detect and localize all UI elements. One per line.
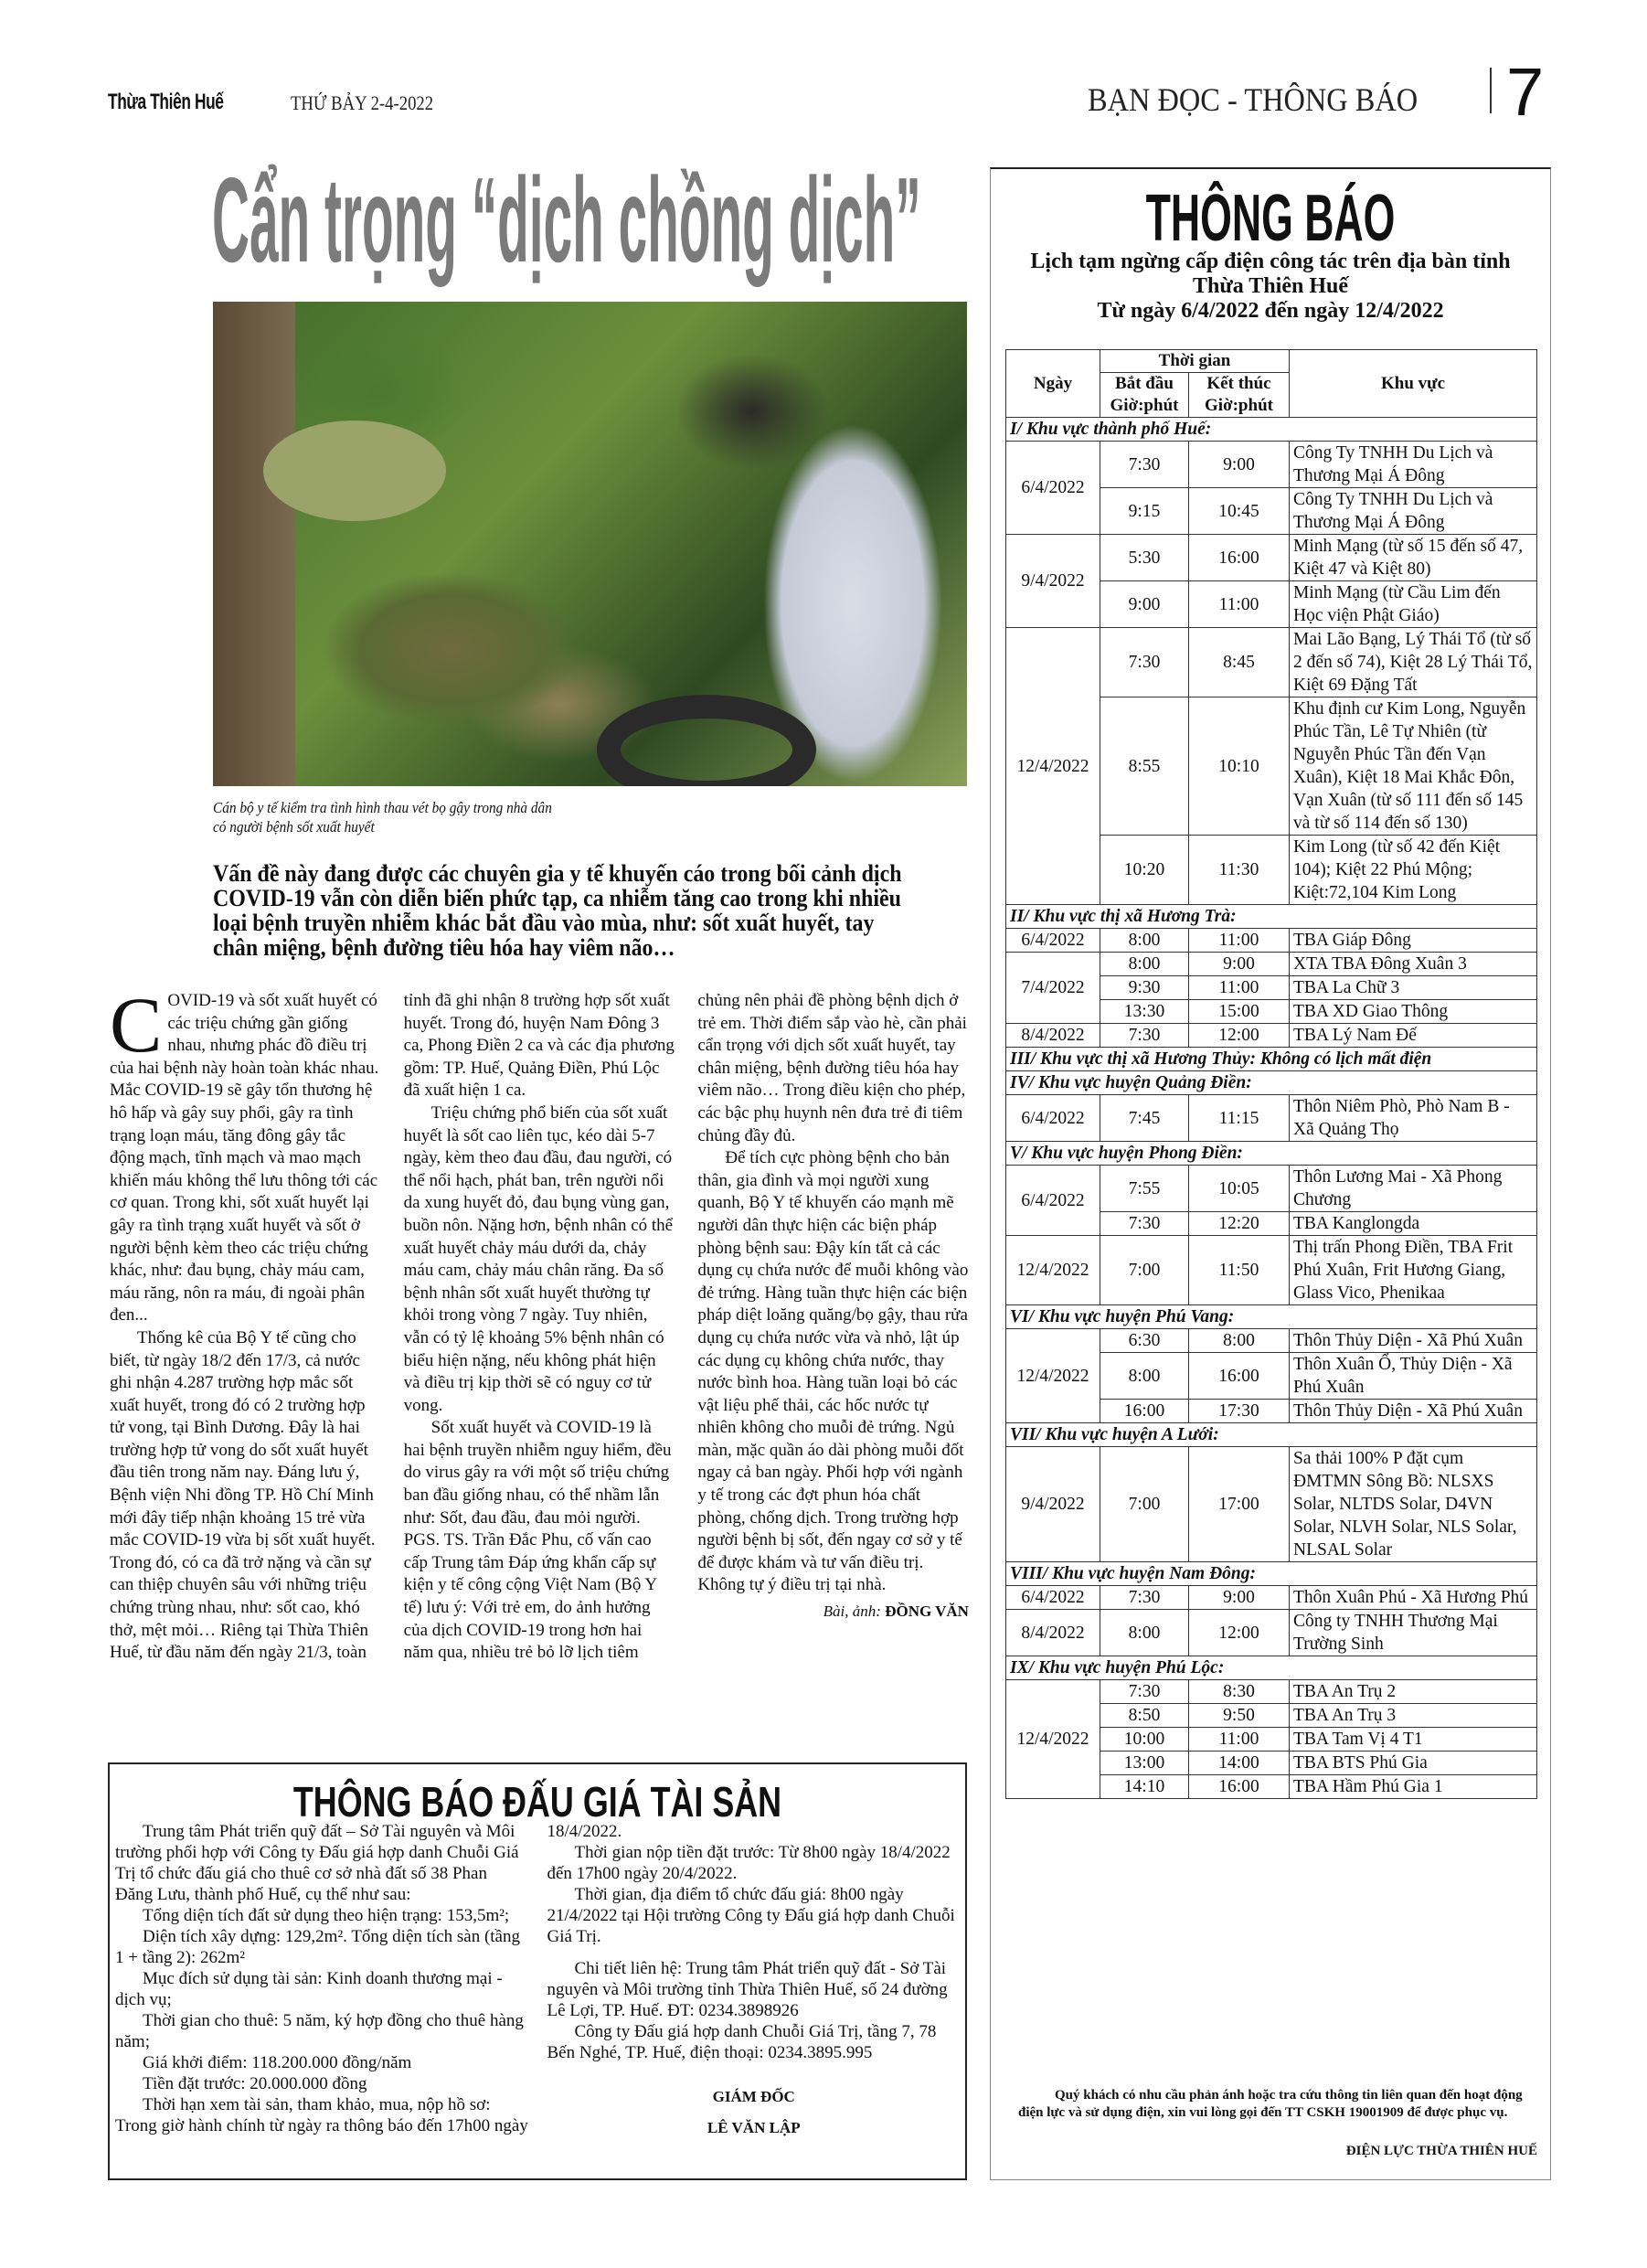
start-time-cell: 7:00 — [1100, 1447, 1189, 1562]
article-body — [110, 981, 969, 1749]
signer-title: GIÁM ĐỐC — [712, 2088, 795, 2105]
table-row — [1006, 535, 1537, 581]
table-row — [1006, 1236, 1537, 1305]
area-cell: Thôn Xuân Phú - Xã Hương Phú — [1290, 1586, 1537, 1610]
auction-paragraph: Công ty Đấu giá hợp danh Chuỗi Giá Trị, tầng 7, 78 Bến Nghé, TP. Huế, điện thoại: 0234.3895.995 — [547, 2022, 937, 2062]
start-time-cell: 14:10 — [1100, 1775, 1189, 1799]
auction-signature — [547, 2082, 962, 2144]
area-cell: Thôn Thủy Diện - Xã Phú Xuân — [1290, 1329, 1537, 1353]
start-time-cell: 8:00 — [1100, 1610, 1189, 1656]
auction-paragraph: Trung tâm Phát triển quỹ đất – Sở Tài nguyên và Môi trường phối hợp với Công ty Đấu giá hợp danh Chuỗi Giá Trị tổ chức đấu giá cho thuê cơ sở nhà đất số 38 Phan Đăng Lưu, thành phố Huế, cụ thể như sau: — [115, 1822, 519, 1904]
section-title: VI/ Khu vực huyện Phú Vang: — [1006, 1305, 1537, 1329]
end-time-cell: 17:00 — [1189, 1447, 1290, 1562]
article-headline: Cẩn trọng “dịch chồng dịch” — [212, 153, 921, 287]
area-cell: TBA XD Giao Thông — [1290, 1000, 1537, 1024]
table-row — [1006, 1095, 1537, 1142]
table-row — [1006, 628, 1537, 697]
photo-tire — [597, 695, 816, 786]
subtitle-line: Từ ngày 6/4/2022 đến ngày 12/4/2022 — [1097, 299, 1444, 323]
section-title: IV/ Khu vực huyện Quảng Điền: — [1006, 1071, 1537, 1095]
end-time-cell: 11:00 — [1189, 929, 1290, 953]
auction-paragraph: Tổng diện tích đất sử dụng theo hiện trạng: 153,5m²; — [143, 1906, 510, 1925]
end-time-cell: 12:00 — [1189, 1610, 1290, 1656]
article-paragraph: Triệu chứng phổ biến của sốt xuất huyết là sốt cao liên tục, kéo dài 5-7 ngày, kèm theo đau đầu, đau người, có thể nổi hạch, phát ban, trên người nổi da xung huyết đỏ, đau bụng vùng gan, buồn nôn. Nặng hơn, bệnh nhân có thể xuất huyết chảy máu dưới da, chảy máu cam, chảy máu chân răng. Đa số bệnh nhân sốt xuất huyết thường tự khỏi trong vòng 7 ngày. Tuy nhiên, vẫn có tỷ lệ khoảng 5% bệnh nhân có biểu hiện nặng, nếu không phát hiện và điều trị kịp thời sẽ có nguy cơ tử vong. — [403, 1102, 674, 1415]
section-title: VII/ Khu vực huyện A Lưới: — [1006, 1423, 1537, 1447]
start-time-cell: 7:00 — [1100, 1236, 1189, 1305]
end-time-cell: 11:50 — [1189, 1236, 1290, 1305]
end-time-cell: 16:00 — [1189, 1353, 1290, 1400]
section-row — [1006, 1048, 1537, 1071]
section-row — [1006, 1423, 1537, 1447]
section-row — [1006, 1071, 1537, 1095]
area-cell: Thôn Lương Mai - Xã Phong Chương — [1290, 1166, 1537, 1212]
date-cell: 6/4/2022 — [1006, 1095, 1100, 1142]
start-time-cell: 9:30 — [1100, 976, 1189, 1000]
start-time-cell: 7:30 — [1100, 1680, 1189, 1704]
column-header-time: Thời gian — [1100, 350, 1290, 373]
table-row — [1006, 1166, 1537, 1212]
area-cell: Sa thải 100% P đặt cụm ĐMTMN Sông Bồ: NLSXS Solar, NLTDS Solar, D4VN Solar, NLVH Solar, NLS Solar, NLSAL Solar — [1290, 1447, 1537, 1562]
section-title: II/ Khu vực thị xã Hương Trà: — [1006, 905, 1537, 929]
auction-paragraph: Thời gian cho thuê: 5 năm, ký hợp đồng cho thuê hàng năm; — [115, 2011, 524, 2051]
start-time-cell: 8:00 — [1100, 929, 1189, 953]
end-time-cell: 12:20 — [1189, 1212, 1290, 1236]
article-paragraph — [110, 981, 381, 1327]
paragraph-text: OVID-19 và sốt xuất huyết có các triệu chứng gần giống nhau, nhưng phác đồ điều trị của hai bệnh này hoàn toàn khác nhau. Mắc COVID-19 sẽ gây tổn thương hệ hô hấp và gây suy phổi, gây ra tình trạng loạn máu, tăng đông gây tắc động mạch, tĩnh mạch và mao mạch khiến máu không thể lưu thông tới các cơ quan. Trong khi, sốt xuất huyết lại gây ra tình trạng xuất huyết và sốt ở người bệnh kèm theo các triệu chứng khác, như: đau bụng, chảy máu cam, máu răng, nôn ra máu, đi ngoài phân đen... — [110, 991, 379, 1326]
column-header-end: Kết thúc Giờ:phút — [1189, 373, 1290, 418]
area-cell: TBA Lý Nam Đế — [1290, 1024, 1537, 1048]
section-title: III/ Khu vực thị xã Hương Thủy: Không có lịch mất điện — [1006, 1048, 1537, 1071]
notice-signature: ĐIỆN LỰC THỪA THIÊN HUẾ — [1345, 2144, 1537, 2158]
area-cell: TBA BTS Phú Gia — [1290, 1752, 1537, 1775]
date-cell: 9/4/2022 — [1006, 1447, 1100, 1562]
start-time-cell: 8:50 — [1100, 1704, 1189, 1728]
auction-paragraph: Chi tiết liên hệ: Trung tâm Phát triển quỹ đất - Sở Tài nguyên và Môi trường tỉnh Thừa Thiên Huế, số 24 đường Lê Lợi, TP. Huế. ĐT: 0234.3898926 — [547, 1959, 948, 2020]
table-row — [1006, 929, 1537, 953]
area-cell: Thôn Xuân Ổ, Thủy Diện - Xã Phú Xuân — [1290, 1353, 1537, 1400]
table-row — [1006, 1586, 1537, 1610]
area-cell: TBA Giáp Đông — [1290, 929, 1537, 953]
start-time-cell: 5:30 — [1100, 535, 1189, 581]
area-cell: Thị trấn Phong Điền, TBA Frit Phú Xuân, Frit Hương Giang, Glass Vico, Phenikaa — [1290, 1236, 1537, 1305]
start-time-cell: 8:00 — [1100, 953, 1189, 976]
area-cell: XTA TBA Đông Xuân 3 — [1290, 953, 1537, 976]
article-lead: Vấn đề này đang được các chuyên gia y tế khuyến cáo trong bối cảnh dịch COVID-19 vẫn còn diễn biến phức tạp, ca nhiễm tăng cao trong khi nhiều loại bệnh truyền nhiễm khác bắt đầu vào mùa, như: sốt xuất huyết, tay chân miệng, bệnh đường tiêu hóa hay viêm não… — [213, 860, 902, 961]
date-cell: 6/4/2022 — [1006, 442, 1100, 535]
start-time-cell: 10:20 — [1100, 836, 1189, 905]
header-divider — [1490, 68, 1492, 113]
auction-paragraph: Thời hạn xem tài sản, tham khảo, mua, nộp hồ sơ: Trong giờ hành chính từ ngày ra thông báo đến 17h00 ngày 18/4/2022. — [115, 1822, 622, 2135]
start-time-cell: 9:00 — [1100, 581, 1189, 628]
byline-author: ĐỒNG VĂN — [885, 1603, 969, 1621]
start-time-cell: 13:00 — [1100, 1752, 1189, 1775]
newspaper-masthead: Thừa Thiên Huế — [108, 90, 224, 114]
area-cell: Công Ty TNHH Du Lịch và Thương Mại Á Đông — [1290, 488, 1537, 535]
column-header-date: Ngày — [1006, 350, 1100, 418]
end-time-cell: 8:30 — [1189, 1680, 1290, 1704]
start-time-cell: 10:00 — [1100, 1728, 1189, 1752]
date-cell: 12/4/2022 — [1006, 628, 1100, 905]
auction-paragraph: Diện tích xây dựng: 129,2m². Tổng diện tích sàn (tầng 1 + tầng 2): 262m² — [115, 1927, 520, 1967]
date-cell: 9/4/2022 — [1006, 535, 1100, 628]
date-cell: 8/4/2022 — [1006, 1024, 1100, 1048]
start-time-cell: 7:30 — [1100, 1212, 1189, 1236]
end-time-cell: 9:00 — [1189, 442, 1290, 488]
area-cell: TBA La Chữ 3 — [1290, 976, 1537, 1000]
table-row — [1006, 1610, 1537, 1656]
article-paragraph: Sốt xuất huyết và COVID-19 là hai bệnh truyền nhiễm nguy hiểm, đều do virus gây ra với một số triệu chứng ban đầu giống nhau, có thể nhầm lẫn như: Sốt, đau đầu, đau mỏi người. PGS. TS. Trần Đắc Phu, cố vấn cao cấp Trung tâm Đáp ứng khẩn cấp sự kiện y tế công cộng Việt Nam (Bộ Y tế) lưu ý: Với trẻ em, do ảnh hưởng của dịch COVID-19 trong hơn hai năm qua, nhiều trẻ bỏ lỡ lịch tiêm chủng nên phải đề phòng bệnh dịch ở trẻ em. Thời điểm sắp vào hè, cần phải cẩn trọng với dịch sốt xuất huyết, tay chân miệng, bệnh đường tiêu hóa hay viêm não… Trong điều kiện cho phép, các bậc phụ huynh nên đưa trẻ đi tiêm chủng đầy đủ. — [403, 991, 967, 1663]
start-time-cell: 16:00 — [1100, 1400, 1189, 1423]
end-time-cell: 15:00 — [1189, 1000, 1290, 1024]
section-row — [1006, 1656, 1537, 1680]
auction-paragraph: Thời gian nộp tiền đặt trước: Từ 8h00 ngày 18/4/2022 đến 17h00 ngày 20/4/2022. — [547, 1843, 951, 1883]
end-time-cell: 17:30 — [1189, 1400, 1290, 1423]
section-title: IX/ Khu vực huyện Phú Lộc: — [1006, 1656, 1537, 1680]
photo-soldier-hat — [263, 421, 446, 521]
auction-paragraph: Thời gian, địa điểm tổ chức đấu giá: 8h00 ngày 21/4/2022 tại Hội trường Công ty Đấu giá hợp danh Chuỗi Giá Trị. — [547, 1885, 955, 1946]
table-row — [1006, 953, 1537, 976]
end-time-cell: 8:45 — [1189, 628, 1290, 697]
section-name: BẠN ĐỌC - THÔNG BÁO — [1088, 81, 1419, 118]
table-row — [1006, 1447, 1537, 1562]
notice-footnote: Quý khách có nhu cầu phản ánh hoặc tra cứu thông tin liên quan đến hoạt động điện lực và sử dụng điện, xin vui lòng gọi đến TT CSKH 19001909 để được phục vụ. — [1018, 2088, 1523, 2120]
column-header-area: Khu vực — [1290, 350, 1537, 418]
start-time-cell: 9:15 — [1100, 488, 1189, 535]
start-time-cell: 8:00 — [1100, 1353, 1189, 1400]
photo-caption — [213, 798, 674, 836]
end-time-cell: 10:45 — [1189, 488, 1290, 535]
start-time-cell: 7:30 — [1100, 1024, 1189, 1048]
table-row — [1006, 1329, 1537, 1353]
date-cell: 6/4/2022 — [1006, 1586, 1100, 1610]
date-cell: 12/4/2022 — [1006, 1680, 1100, 1799]
column-header-start: Bắt đầu Giờ:phút — [1100, 373, 1189, 418]
end-time-cell: 8:00 — [1189, 1329, 1290, 1353]
end-time-cell: 14:00 — [1189, 1752, 1290, 1775]
area-cell: Mai Lão Bạng, Lý Thái Tổ (từ số 2 đến số 74), Kiệt 28 Lý Thái Tổ, Kiệt 69 Đặng Tất — [1290, 628, 1537, 697]
area-cell: TBA An Trụ 3 — [1290, 1704, 1537, 1728]
start-time-cell: 13:30 — [1100, 1000, 1189, 1024]
start-time-cell: 7:30 — [1100, 628, 1189, 697]
caption-line: có người bệnh sốt xuất huyết — [213, 818, 375, 836]
date-cell: 12/4/2022 — [1006, 1236, 1100, 1305]
byline-label: Bài, ảnh: — [823, 1603, 881, 1621]
byline — [697, 1601, 969, 1624]
area-cell: Công Ty TNHH Du Lịch và Thương Mại Á Đông — [1290, 442, 1537, 488]
area-cell: Minh Mạng (từ Cầu Lim đến Học viện Phật Giáo) — [1290, 581, 1537, 628]
page-number: 7 — [1506, 54, 1545, 130]
area-cell: TBA Tam Vị 4 T1 — [1290, 1728, 1537, 1752]
table-row — [1006, 442, 1537, 488]
date-cell: 6/4/2022 — [1006, 1166, 1100, 1236]
section-title: VIII/ Khu vực huyện Nam Đông: — [1006, 1562, 1537, 1586]
section-row — [1006, 1142, 1537, 1166]
end-time-cell: 11:00 — [1189, 581, 1290, 628]
end-time-cell: 12:00 — [1189, 1024, 1290, 1048]
date-cell: 8/4/2022 — [1006, 1610, 1100, 1656]
end-time-cell: 10:05 — [1189, 1166, 1290, 1212]
start-time-cell: 7:30 — [1100, 442, 1189, 488]
outage-schedule-table — [1005, 349, 1537, 1799]
auction-body — [115, 1821, 961, 2173]
subtitle-line: Thừa Thiên Huế — [1192, 274, 1348, 298]
article-photo — [213, 302, 967, 786]
date-cell: 12/4/2022 — [1006, 1329, 1100, 1423]
area-cell: Minh Mạng (từ số 15 đến số 47, Kiệt 47 và Kiệt 80) — [1290, 535, 1537, 581]
area-cell: Thôn Niêm Phò, Phò Nam B - Xã Quảng Thọ — [1290, 1095, 1537, 1142]
end-time-cell: 11:30 — [1189, 836, 1290, 905]
signer-name: LÊ VĂN LẬP — [707, 2119, 801, 2136]
end-time-cell: 11:00 — [1189, 976, 1290, 1000]
power-outage-notice — [990, 167, 1551, 2180]
section-title: I/ Khu vực thành phố Huế: — [1006, 418, 1537, 442]
end-time-cell: 9:00 — [1189, 1586, 1290, 1610]
area-cell: TBA An Trụ 2 — [1290, 1680, 1537, 1704]
section-row — [1006, 905, 1537, 929]
subtitle-line: Lịch tạm ngừng cấp điện công tác trên địa bàn tỉnh — [1030, 250, 1511, 273]
drop-cap: C — [110, 981, 163, 1069]
notice-title: THÔNG BÁO — [1145, 182, 1396, 255]
auction-paragraph: Giá khởi điểm: 118.200.000 đồng/năm — [143, 2053, 412, 2072]
photo-tree-trunk — [213, 302, 295, 786]
auction-notice — [108, 1762, 967, 2180]
auction-paragraph: Tiền đặt trước: 20.000.000 đồng — [143, 2074, 367, 2093]
start-time-cell: 7:30 — [1100, 1586, 1189, 1610]
start-time-cell: 6:30 — [1100, 1329, 1189, 1353]
end-time-cell: 11:15 — [1189, 1095, 1290, 1142]
end-time-cell: 9:50 — [1189, 1704, 1290, 1728]
end-time-cell: 11:00 — [1189, 1728, 1290, 1752]
area-cell: TBA Kanglongda — [1290, 1212, 1537, 1236]
table-row — [1006, 1024, 1537, 1048]
end-time-cell: 10:10 — [1189, 697, 1290, 836]
start-time-cell: 7:45 — [1100, 1095, 1189, 1142]
area-cell: Kim Long (từ số 42 đến Kiệt 104); Kiệt 22 Phú Mộng; Kiệt:72,104 Kim Long — [1290, 836, 1537, 905]
table-row — [1006, 1680, 1537, 1704]
section-row — [1006, 1562, 1537, 1586]
end-time-cell: 16:00 — [1189, 1775, 1290, 1799]
area-cell: Thôn Thủy Diện - Xã Phú Xuân — [1290, 1400, 1537, 1423]
start-time-cell: 7:55 — [1100, 1166, 1189, 1212]
auction-paragraph: Mục đích sử dụng tài sản: Kinh doanh thương mại - dịch vụ; — [115, 1969, 503, 2009]
area-cell: TBA Hầm Phú Gia 1 — [1290, 1775, 1537, 1799]
article-paragraph: Thống kê của Bộ Y tế cũng cho biết, từ ngày 18/2 đến 17/3, cả nước ghi nhận 4.287 trường hợp mắc sốt xuất huyết, trong đó có 2 trường hợp tử vong, tại Bình Dương. Đây là hai trường hợp tử vong do sốt xuất huyết đầu tiên trong năm nay. Đáng lưu ý, Bệnh viện Nhi đồng TP. Hồ Chí Minh mới đây tiếp nhận khoảng 15 trẻ vừa mắc COVID-19 vừa bị sốt xuất huyết. Trong đó, có ca đã trở nặng và cần sự can thiệp chuyên sâu với những triệu chứng trùng nhau, như: sốt cao, khó thở, mệt mỏi… Riêng tại Thừa Thiên Huế, từ đầu năm đến ngày 21/3, toàn tỉnh đã ghi nhận 8 trường hợp sốt xuất huyết. Trong đó, huyện Nam Đông 3 ca, Phong Điền 2 ca và các địa phương gồm: TP. Huế, Quảng Điền, Phú Lộc đã xuất hiện 1 ca. — [110, 991, 675, 1663]
article-paragraph: Để tích cực phòng bệnh cho bản thân, gia đình và mọi người xung quanh, Bộ Y tế khuyến cáo mạnh mẽ người dân thực hiện các biện pháp phòng bệnh sau: Đậy kín tất cả các dụng cụ chứa nước để muỗi không vào đẻ trứng. Hàng tuần thực hiện các biện pháp diệt loăng quăng/bọ gậy, thau rửa dụng cụ chứa nước vừa và nhỏ, lật úp các dụng cụ không chứa nước, thay nước bình hoa. Hàng tuần loại bỏ các vật liệu phế thải, các hốc nước tự nhiên không cho muỗi đẻ trứng. Ngủ màn, mặc quần áo dài phòng muỗi đốt ngay cả ban ngày. Phối hợp với ngành y tế trong các đợt phun hóa chất phòng, chống dịch. Trong trường hợp người bệnh bị sốt, đến ngay cơ sở y tế để được khám và tư vấn điều trị. Không tự ý điều trị tại nhà. — [697, 1148, 969, 1595]
date-cell: 7/4/2022 — [1006, 953, 1100, 1024]
start-time-cell: 8:55 — [1100, 697, 1189, 836]
notice-subtitle — [991, 250, 1550, 324]
section-row — [1006, 418, 1537, 442]
section-row — [1006, 1305, 1537, 1329]
section-title: V/ Khu vực huyện Phong Điền: — [1006, 1142, 1537, 1166]
date-cell: 6/4/2022 — [1006, 929, 1100, 953]
auction-title: THÔNG BÁO ĐẤU GIÁ TÀI SẢN — [292, 1778, 782, 1826]
caption-line: Cán bộ y tế kiểm tra tình hình thau vét bọ gậy trong nhà dân — [213, 799, 552, 816]
end-time-cell: 9:00 — [1189, 953, 1290, 976]
area-cell: Công ty TNHH Thương Mại Trường Sinh — [1290, 1610, 1537, 1656]
issue-date: THỨ BẢY 2-4-2022 — [291, 91, 434, 114]
end-time-cell: 16:00 — [1189, 535, 1290, 581]
area-cell: Khu định cư Kim Long, Nguyễn Phúc Tần, Lê Tự Nhiên (từ Nguyễn Phúc Tần đến Vạn Xuân), Kiệt 18 Mai Khắc Đôn, Vạn Xuân (từ số 111 đến số 145 và từ số 114 đến số 130) — [1290, 697, 1537, 836]
